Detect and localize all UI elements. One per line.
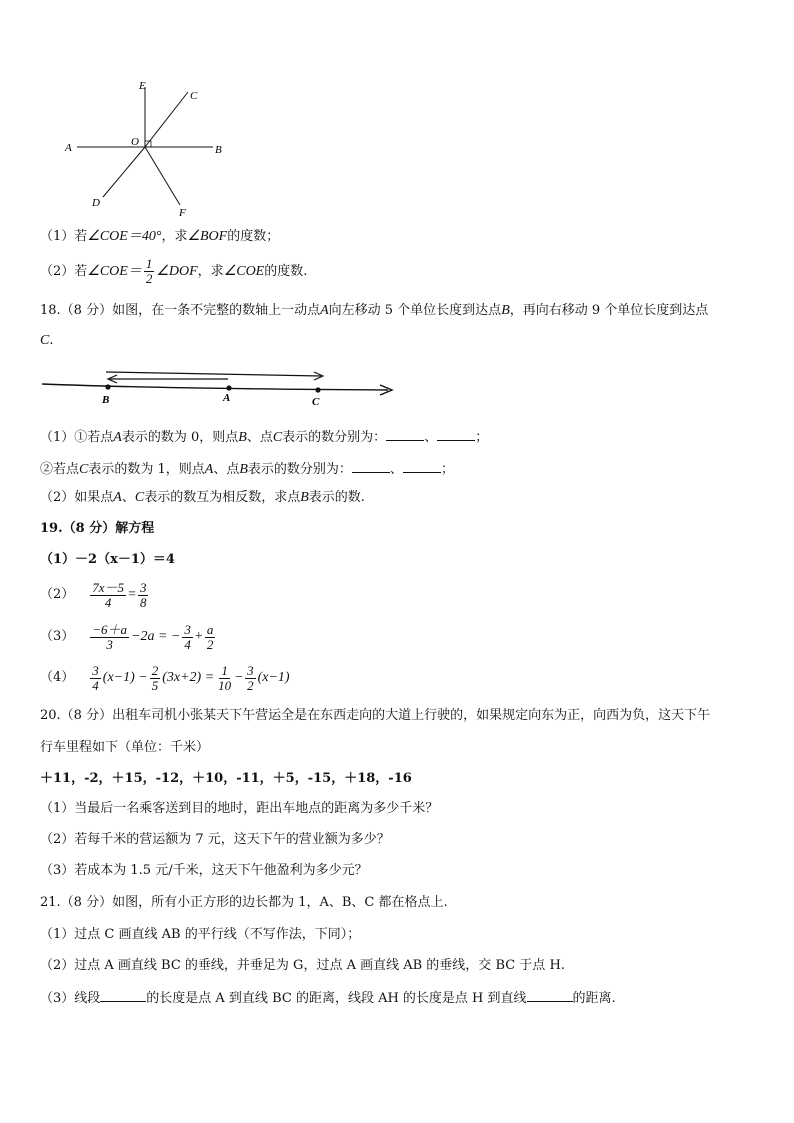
answer-blank[interactable] (100, 989, 146, 1002)
q21-part1: （1）过点 C 画直线 AB 的平行线（不写作法，下同）； (40, 927, 361, 942)
q17-part2: （2）若∠COE＝ $\frac{1}{2}$ ∠DOF，求∠COE的度数. (40, 256, 308, 286)
q19-part3: （3） $\frac{-6+a}{3}$ −2a = − $\frac{3}{4}$ + $\frac{a}{2}$ (40, 621, 214, 652)
answer-blank[interactable] (527, 989, 573, 1002)
nl-label-C: C (312, 396, 320, 408)
nl-label-A: A (223, 392, 231, 404)
answer-blank[interactable] (386, 428, 424, 441)
q20-part3: （3）若成本为 1.5 元/千米，这天下午他盈利为多少元？ (40, 863, 368, 878)
q20-head: 20.（8 分）出租车司机小张某天下午营运全是在东西走向的大道上行驶的，如果规定向东为正，向西为负，这天下午 (40, 708, 711, 723)
point-C (315, 387, 320, 392)
nl-label-B: B (102, 394, 110, 406)
answer-blank[interactable] (403, 460, 441, 473)
q20-part2: （2）若每千米的营运额为 7 元，这天下午的营业额为多少？ (40, 832, 390, 847)
ray-OD (103, 147, 145, 197)
answer-blank[interactable] (352, 460, 390, 473)
q19-head: 19.（8 分）解方程 (40, 521, 155, 536)
q19-part2: （2） $\frac{7x-5}{4}$ = $\frac{3}{8}$ (40, 579, 147, 610)
label-D: D (92, 197, 100, 209)
q18-head-cont: C. (40, 333, 54, 348)
label-F: F (179, 207, 186, 219)
q18-head: 18.（8 分）如图，在一条不完整的数轴上一动点A向左移动 5 个单位长度到达点B，再向右移动 9 个单位长度到达点 (40, 303, 709, 318)
label-C: C (190, 90, 198, 102)
ray-OC (145, 92, 188, 147)
q19-part1: （1）－2（x－1）＝4 (40, 552, 175, 567)
q18-part1b: ②若点C表示的数为 1，则点A、点B表示的数分别为： 、 ； (40, 462, 454, 477)
answer-blank[interactable] (437, 428, 475, 441)
q21-part2: （2）过点 A 画直线 BC 的垂线，并垂足为 G，过点 A 画直线 AB 的垂线，交 BC 于点 H. (40, 958, 565, 973)
q20-head-cont: 行车里程如下（单位：千米） (40, 740, 210, 755)
point-A (226, 385, 231, 390)
number-line-figure (38, 362, 398, 408)
arrow-right-top (106, 372, 321, 376)
label-E: E (139, 80, 146, 92)
label-O: O (131, 136, 139, 148)
q21-part3: （3）线段 的长度是点 A 到直线 BC 的距离，线段 AH 的长度是点 H 到直线 的距离. (40, 991, 616, 1006)
q19-part4: （4） $\frac{3}{4}$ (x−1) − $\frac{2}{5}$ (3x+2) = $\frac{1}{10}$ − $\frac{3}{2}$ (x−1) (40, 662, 290, 693)
ray-OF (145, 147, 180, 205)
q18-part2: （2）如果点A、C表示的数互为相反数，求点B表示的数. (40, 490, 365, 505)
number-line (42, 384, 388, 390)
q18-part1a: （1）①若点A表示的数为 0，则点B、点C表示的数分别为： 、 ； (40, 430, 489, 445)
angle-figure (55, 72, 235, 222)
point-B (105, 384, 110, 389)
q21-head: 21.（8 分）如图，所有小正方形的边长都为 1，A、B、C 都在格点上. (40, 895, 448, 910)
label-A: A (65, 142, 72, 154)
q20-data: ＋11，-2，＋15，-12，＋10，-11，＋5，-15，＋18，-16 (40, 771, 412, 786)
q20-part1: （1）当最后一名乘客送到目的地时，距出车地点的距离为多少千米？ (40, 801, 439, 816)
q17-part1: （1）若∠COE＝40°，求∠BOF的度数； (40, 229, 280, 244)
label-B: B (215, 144, 222, 156)
